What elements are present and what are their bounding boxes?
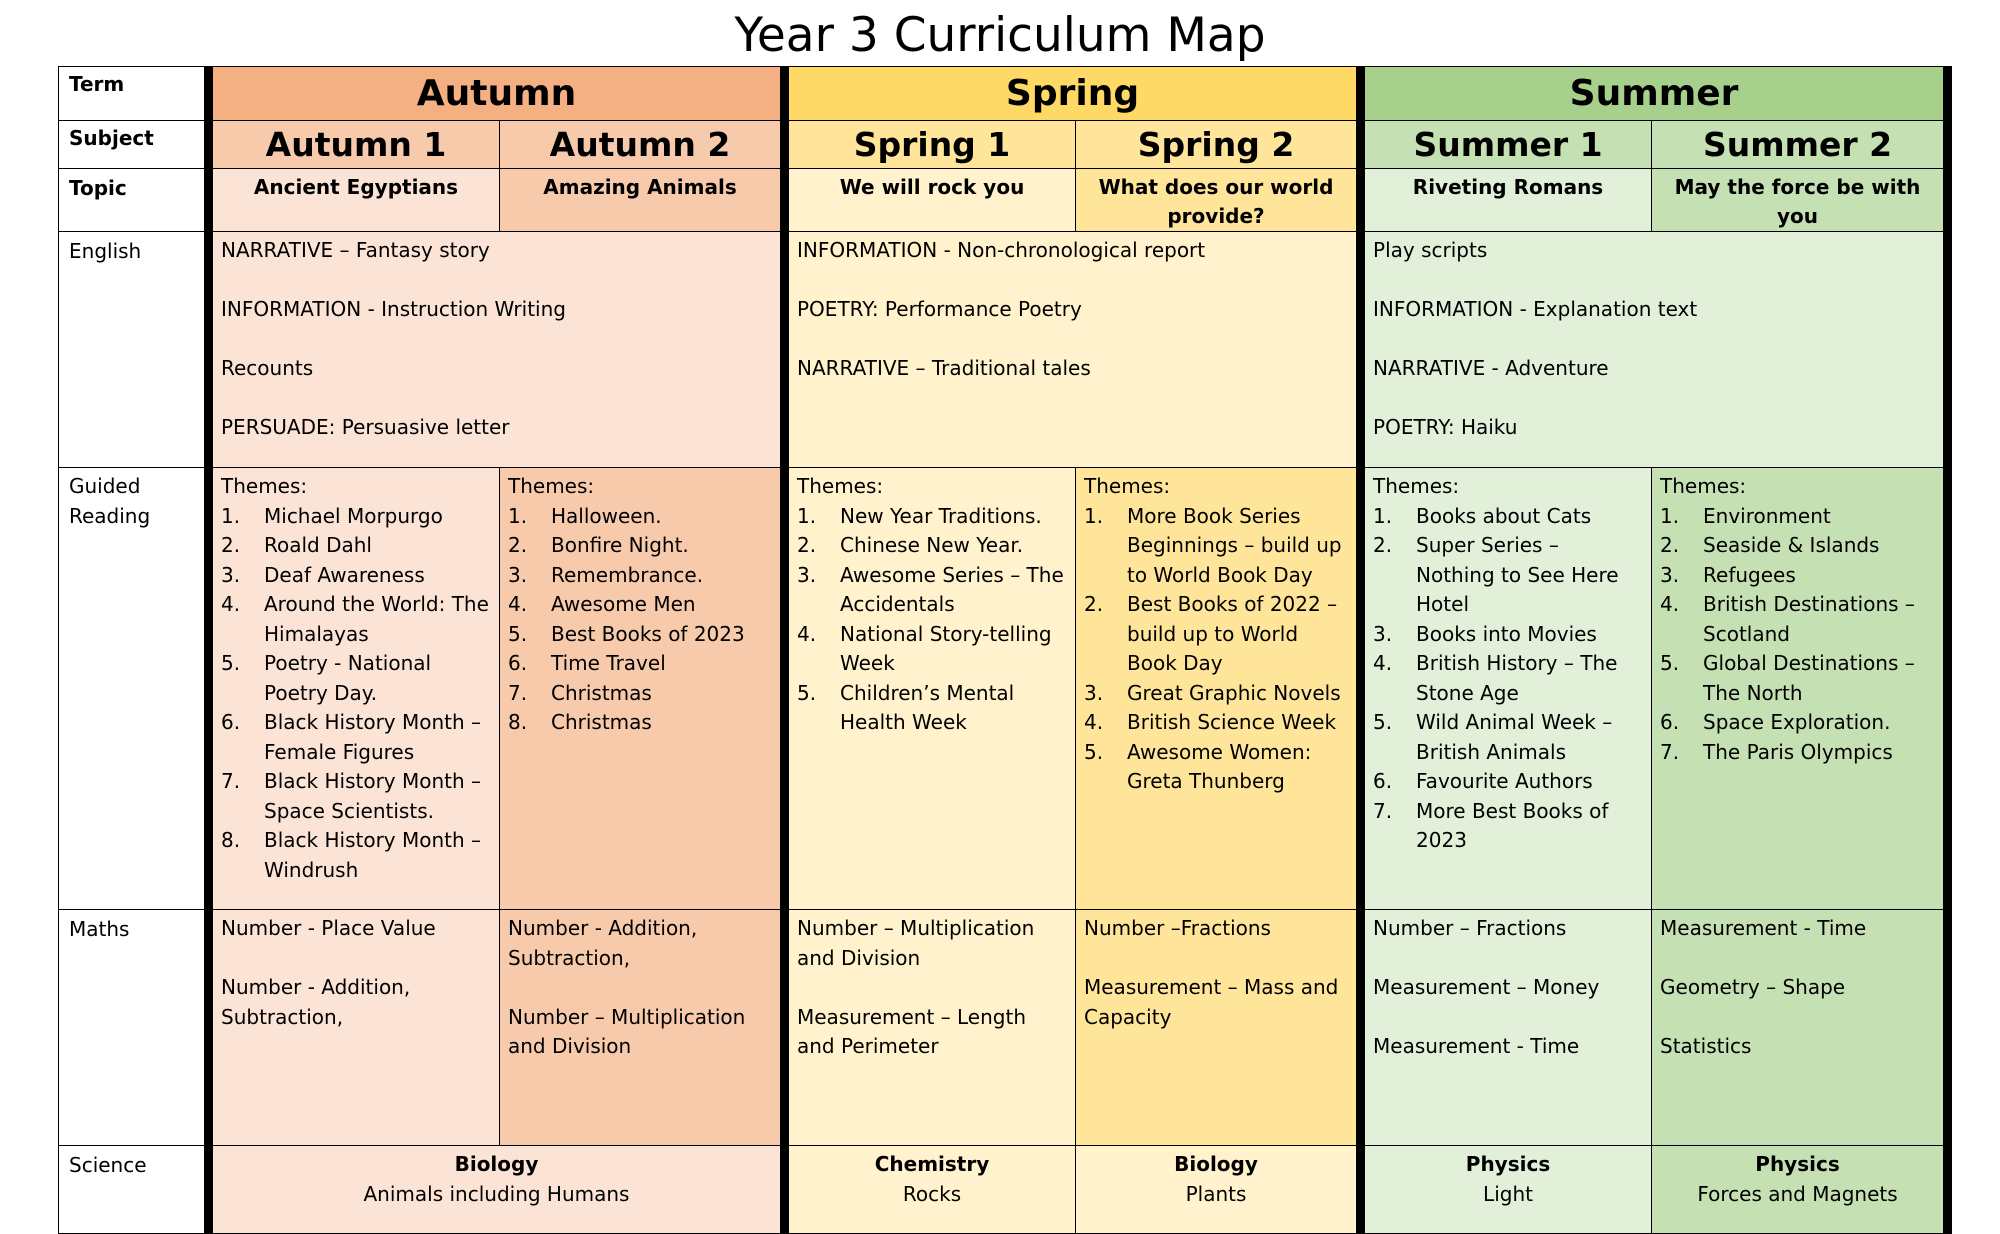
theme-text: Deaf Awareness: [264, 562, 425, 587]
maths-item: Number - Addition, Subtraction,: [221, 975, 411, 1029]
theme-item: [508, 531, 772, 561]
theme-item: [1660, 561, 1935, 591]
themes-list: [1660, 502, 1935, 768]
theme-item: [221, 590, 491, 649]
theme-number: 5.: [1660, 651, 1680, 675]
theme-text: British Science Week: [1127, 710, 1337, 734]
topic-spring-1: We will rock you: [785, 169, 1076, 232]
term-label: Term: [59, 67, 209, 121]
maths-summer-1: [1361, 910, 1652, 1146]
themes-list: [508, 502, 772, 738]
theme-text: Time Travel: [551, 651, 666, 675]
maths-item: Number - Addition, Subtraction,: [508, 916, 698, 970]
theme-text: Black History Month – Female Figures: [264, 710, 482, 764]
theme-text: Books into Movies: [1416, 621, 1597, 646]
english-autumn-item: Recounts: [221, 356, 314, 380]
science-detail: Light: [1483, 1181, 1533, 1206]
subject-spring-2: Spring 2: [1076, 121, 1361, 169]
theme-item: [797, 620, 1067, 679]
science-autumn: [209, 1146, 785, 1234]
theme-text: Environment: [1703, 503, 1831, 528]
theme-item: [221, 767, 491, 826]
science-heading: Chemistry: [874, 1152, 990, 1176]
english-autumn-item: INFORMATION - Instruction Writing: [221, 297, 566, 321]
english-spring-item: POETRY: Performance Poetry: [797, 297, 1082, 321]
science-heading: Biology: [454, 1152, 539, 1176]
theme-number: 6.: [1373, 769, 1393, 793]
science-summer-1: [1361, 1146, 1652, 1234]
themes-label: Themes:: [1660, 474, 1747, 498]
curriculum-table: [58, 66, 1952, 1234]
english-summer-item: Play scripts: [1373, 238, 1488, 262]
theme-number: 7.: [221, 769, 241, 793]
subject-label: Subject: [59, 121, 209, 169]
theme-number: 7.: [508, 680, 528, 705]
english-spring-item: INFORMATION - Non-chronological report: [797, 238, 1206, 262]
theme-text: Christmas: [551, 680, 652, 705]
topic-row: [59, 169, 1948, 232]
english-row: [59, 232, 1948, 468]
theme-item: [221, 826, 491, 885]
theme-number: 6.: [508, 651, 528, 675]
theme-item: [1373, 649, 1643, 708]
theme-number: 4.: [797, 621, 817, 646]
science-spring-2: [1076, 1146, 1361, 1234]
theme-text: Chinese New Year.: [840, 533, 1024, 557]
theme-item: [1373, 767, 1643, 797]
theme-number: 2.: [797, 533, 817, 557]
theme-item: [1084, 590, 1348, 679]
theme-text: Bonfire Night.: [551, 533, 689, 557]
theme-number: 3.: [1084, 680, 1104, 705]
themes-list: [1373, 502, 1643, 856]
maths-item: Number –Fractions: [1084, 916, 1271, 940]
theme-text: Black History Month – Space Scientists.: [264, 769, 482, 823]
science-label: Science: [59, 1146, 209, 1234]
theme-number: 3.: [1373, 621, 1393, 646]
theme-text: Awesome Series – The Accidentals: [840, 562, 1064, 616]
term-spring: Spring: [785, 67, 1361, 121]
guided-reading-label: [59, 468, 209, 910]
theme-text: Favourite Authors: [1416, 769, 1593, 793]
themes-label: Themes:: [221, 474, 308, 498]
theme-number: 5.: [221, 651, 241, 675]
theme-text: New Year Traditions.: [840, 503, 1042, 528]
theme-item: [508, 590, 772, 620]
theme-text: More Book Series Beginnings – build up to World Book Day: [1127, 503, 1342, 587]
maths-item: Number – Multiplication and Division: [508, 1004, 746, 1058]
theme-number: 4.: [1373, 651, 1393, 675]
theme-text: Best Books of 2023: [551, 621, 745, 646]
topic-summer-2: May the force be with you: [1652, 169, 1948, 232]
theme-number: 7.: [1660, 739, 1680, 764]
term-autumn: Autumn: [209, 67, 785, 121]
theme-text: Awesome Men: [551, 592, 696, 616]
page-title: Year 3 Curriculum Map: [734, 8, 1266, 63]
theme-number: 1.: [1373, 503, 1393, 528]
theme-item: [508, 708, 772, 738]
theme-item: [1660, 708, 1935, 738]
english-spring: [785, 232, 1361, 468]
science-heading: Biology: [1174, 1152, 1258, 1176]
theme-text: British Destinations – Scotland: [1703, 592, 1915, 646]
maths-autumn-2: [500, 910, 785, 1146]
theme-number: 8.: [508, 710, 528, 734]
maths-item: Measurement – Mass and Capacity: [1084, 975, 1339, 1029]
theme-text: Poetry - National Poetry Day.: [264, 651, 432, 705]
topic-summer-1: Riveting Romans: [1361, 169, 1652, 232]
maths-spring-1: [785, 910, 1076, 1146]
maths-item: Statistics: [1660, 1034, 1752, 1058]
themes-label: Themes:: [508, 474, 595, 498]
theme-number: 2.: [1373, 533, 1393, 557]
theme-item: [508, 679, 772, 709]
science-detail: Animals including Humans: [363, 1181, 630, 1206]
science-detail: Rocks: [902, 1181, 962, 1206]
guided-reading-label-line: Guided: [69, 474, 141, 498]
themes-list: [797, 502, 1067, 738]
theme-number: 5.: [1084, 739, 1104, 764]
theme-text: Wild Animal Week – British Animals: [1416, 710, 1613, 764]
theme-number: 4.: [221, 592, 241, 616]
guided-reading-spring-2: [1076, 468, 1361, 910]
theme-item: [797, 561, 1067, 620]
theme-text: Global Destinations – The North: [1703, 651, 1915, 705]
guided-reading-autumn-1: [209, 468, 500, 910]
theme-text: National Story-telling Week: [840, 621, 1052, 675]
maths-item: Number – Multiplication and Division: [797, 916, 1035, 970]
science-heading: Physics: [1755, 1152, 1840, 1176]
theme-number: 1.: [508, 503, 528, 528]
theme-text: Michael Morpurgo: [264, 503, 443, 528]
theme-item: [1084, 502, 1348, 591]
science-spring-1: [785, 1146, 1076, 1234]
theme-text: Seaside & Islands: [1703, 533, 1880, 557]
theme-item: [1084, 708, 1348, 738]
theme-item: [1373, 708, 1643, 767]
topic-spring-2: What does our world provide?: [1076, 169, 1361, 232]
maths-spring-2: [1076, 910, 1361, 1146]
maths-item: Measurement – Money: [1373, 975, 1600, 999]
theme-item: [221, 531, 491, 561]
themes-label: Themes:: [797, 474, 884, 498]
theme-number: 4.: [1084, 710, 1104, 734]
theme-text: Books about Cats: [1416, 503, 1592, 528]
guided-reading-summer-1: [1361, 468, 1652, 910]
subject-autumn-1: Autumn 1: [209, 121, 500, 169]
subject-row: [59, 121, 1948, 169]
science-summer-2: [1652, 1146, 1948, 1234]
theme-number: 3.: [1660, 562, 1680, 587]
theme-text: More Best Books of 2023: [1416, 798, 1609, 852]
themes-label: Themes:: [1084, 474, 1171, 498]
theme-item: [1660, 590, 1935, 649]
themes-list: [221, 502, 491, 886]
theme-number: 4.: [1660, 592, 1680, 616]
topic-autumn-1: Ancient Egyptians: [209, 169, 500, 232]
theme-item: [508, 502, 772, 532]
subject-summer-1: Summer 1: [1361, 121, 1652, 169]
maths-summer-2: [1652, 910, 1948, 1146]
theme-number: 5.: [1373, 710, 1393, 734]
theme-item: [221, 502, 491, 532]
guided-reading-row: [59, 468, 1948, 910]
english-summer-item: NARRATIVE - Adventure: [1373, 356, 1609, 380]
theme-text: British History – The Stone Age: [1416, 651, 1618, 705]
theme-number: 6.: [1660, 710, 1680, 734]
theme-number: 7.: [1373, 798, 1393, 823]
theme-number: 2.: [508, 533, 528, 557]
english-autumn: [209, 232, 785, 468]
theme-number: 1.: [1660, 503, 1680, 528]
maths-item: Number – Fractions: [1373, 916, 1567, 940]
theme-item: [1660, 738, 1935, 768]
theme-text: Roald Dahl: [264, 533, 372, 557]
theme-item: [508, 649, 772, 679]
theme-item: [1660, 502, 1935, 532]
english-autumn-item: PERSUADE: Persuasive letter: [221, 415, 510, 439]
science-detail: Plants: [1185, 1181, 1247, 1206]
theme-text: Super Series – Nothing to See Here Hotel: [1416, 533, 1619, 616]
science-heading: Physics: [1465, 1152, 1551, 1176]
theme-number: 3.: [508, 562, 528, 587]
theme-item: [1660, 649, 1935, 708]
theme-text: Halloween.: [551, 503, 662, 528]
maths-item: Number - Place Value: [221, 916, 436, 940]
theme-item: [1373, 531, 1643, 620]
theme-text: Great Graphic Novels: [1127, 680, 1341, 705]
science-row: [59, 1146, 1948, 1234]
english-label: English: [59, 232, 209, 468]
maths-item: Geometry – Shape: [1660, 975, 1846, 999]
maths-item: Measurement - Time: [1373, 1034, 1580, 1058]
theme-item: [797, 679, 1067, 738]
maths-item: Measurement – Length and Perimeter: [797, 1004, 1027, 1058]
english-autumn-item: NARRATIVE – Fantasy story: [221, 238, 490, 262]
theme-item: [221, 649, 491, 708]
subject-summer-2: Summer 2: [1652, 121, 1948, 169]
english-summer: [1361, 232, 1948, 468]
theme-item: [1373, 797, 1643, 856]
theme-text: Christmas: [551, 710, 652, 734]
english-summer-item: INFORMATION - Explanation text: [1373, 297, 1698, 321]
theme-number: 3.: [797, 562, 817, 587]
theme-text: Remembrance.: [551, 562, 704, 587]
guided-reading-summer-2: [1652, 468, 1948, 910]
theme-number: 8.: [221, 828, 241, 852]
theme-number: 2.: [221, 533, 241, 557]
maths-row: [59, 910, 1948, 1146]
theme-text: Awesome Women: Greta Thunberg: [1127, 739, 1312, 793]
theme-text: Black History Month – Windrush: [264, 828, 482, 882]
maths-label: Maths: [59, 910, 209, 1146]
english-summer-item: POETRY: Haiku: [1373, 415, 1518, 439]
guided-reading-spring-1: [785, 468, 1076, 910]
theme-number: 1.: [797, 503, 817, 528]
theme-item: [797, 502, 1067, 532]
maths-autumn-1: [209, 910, 500, 1146]
theme-text: Space Exploration.: [1703, 710, 1891, 734]
theme-number: 2.: [1660, 533, 1680, 557]
theme-text: The Paris Olympics: [1703, 739, 1893, 764]
themes-label: Themes:: [1373, 474, 1460, 498]
subject-autumn-2: Autumn 2: [500, 121, 785, 169]
english-spring-item: NARRATIVE – Traditional tales: [797, 356, 1091, 380]
theme-text: Best Books of 2022 – build up to World Book Day: [1127, 592, 1338, 675]
theme-item: [1373, 502, 1643, 532]
theme-item: [508, 561, 772, 591]
theme-number: 2.: [1084, 592, 1104, 616]
theme-text: Refugees: [1703, 562, 1796, 587]
theme-item: [221, 561, 491, 591]
theme-item: [508, 620, 772, 650]
maths-item: Measurement - Time: [1660, 916, 1867, 940]
science-detail: Forces and Magnets: [1697, 1181, 1898, 1206]
theme-text: Children’s Mental Health Week: [840, 680, 1015, 734]
theme-item: [221, 708, 491, 767]
topic-label: Topic: [59, 169, 209, 232]
topic-autumn-2: Amazing Animals: [500, 169, 785, 232]
theme-item: [1084, 679, 1348, 709]
theme-item: [1084, 738, 1348, 797]
subject-spring-1: Spring 1: [785, 121, 1076, 169]
guided-reading-label-line: Reading: [69, 503, 151, 528]
theme-item: [797, 531, 1067, 561]
theme-number: 4.: [508, 592, 528, 616]
theme-item: [1373, 620, 1643, 650]
theme-text: Around the World: The Himalayas: [264, 592, 489, 646]
term-row: [59, 67, 1948, 121]
theme-number: 1.: [221, 503, 241, 528]
theme-number: 6.: [221, 710, 241, 734]
theme-number: 3.: [221, 562, 241, 587]
guided-reading-autumn-2: [500, 468, 785, 910]
themes-list: [1084, 502, 1348, 797]
theme-number: 1.: [1084, 503, 1104, 528]
theme-item: [1660, 531, 1935, 561]
theme-number: 5.: [508, 621, 528, 646]
theme-number: 5.: [797, 680, 817, 705]
term-summer: Summer: [1361, 67, 1948, 121]
